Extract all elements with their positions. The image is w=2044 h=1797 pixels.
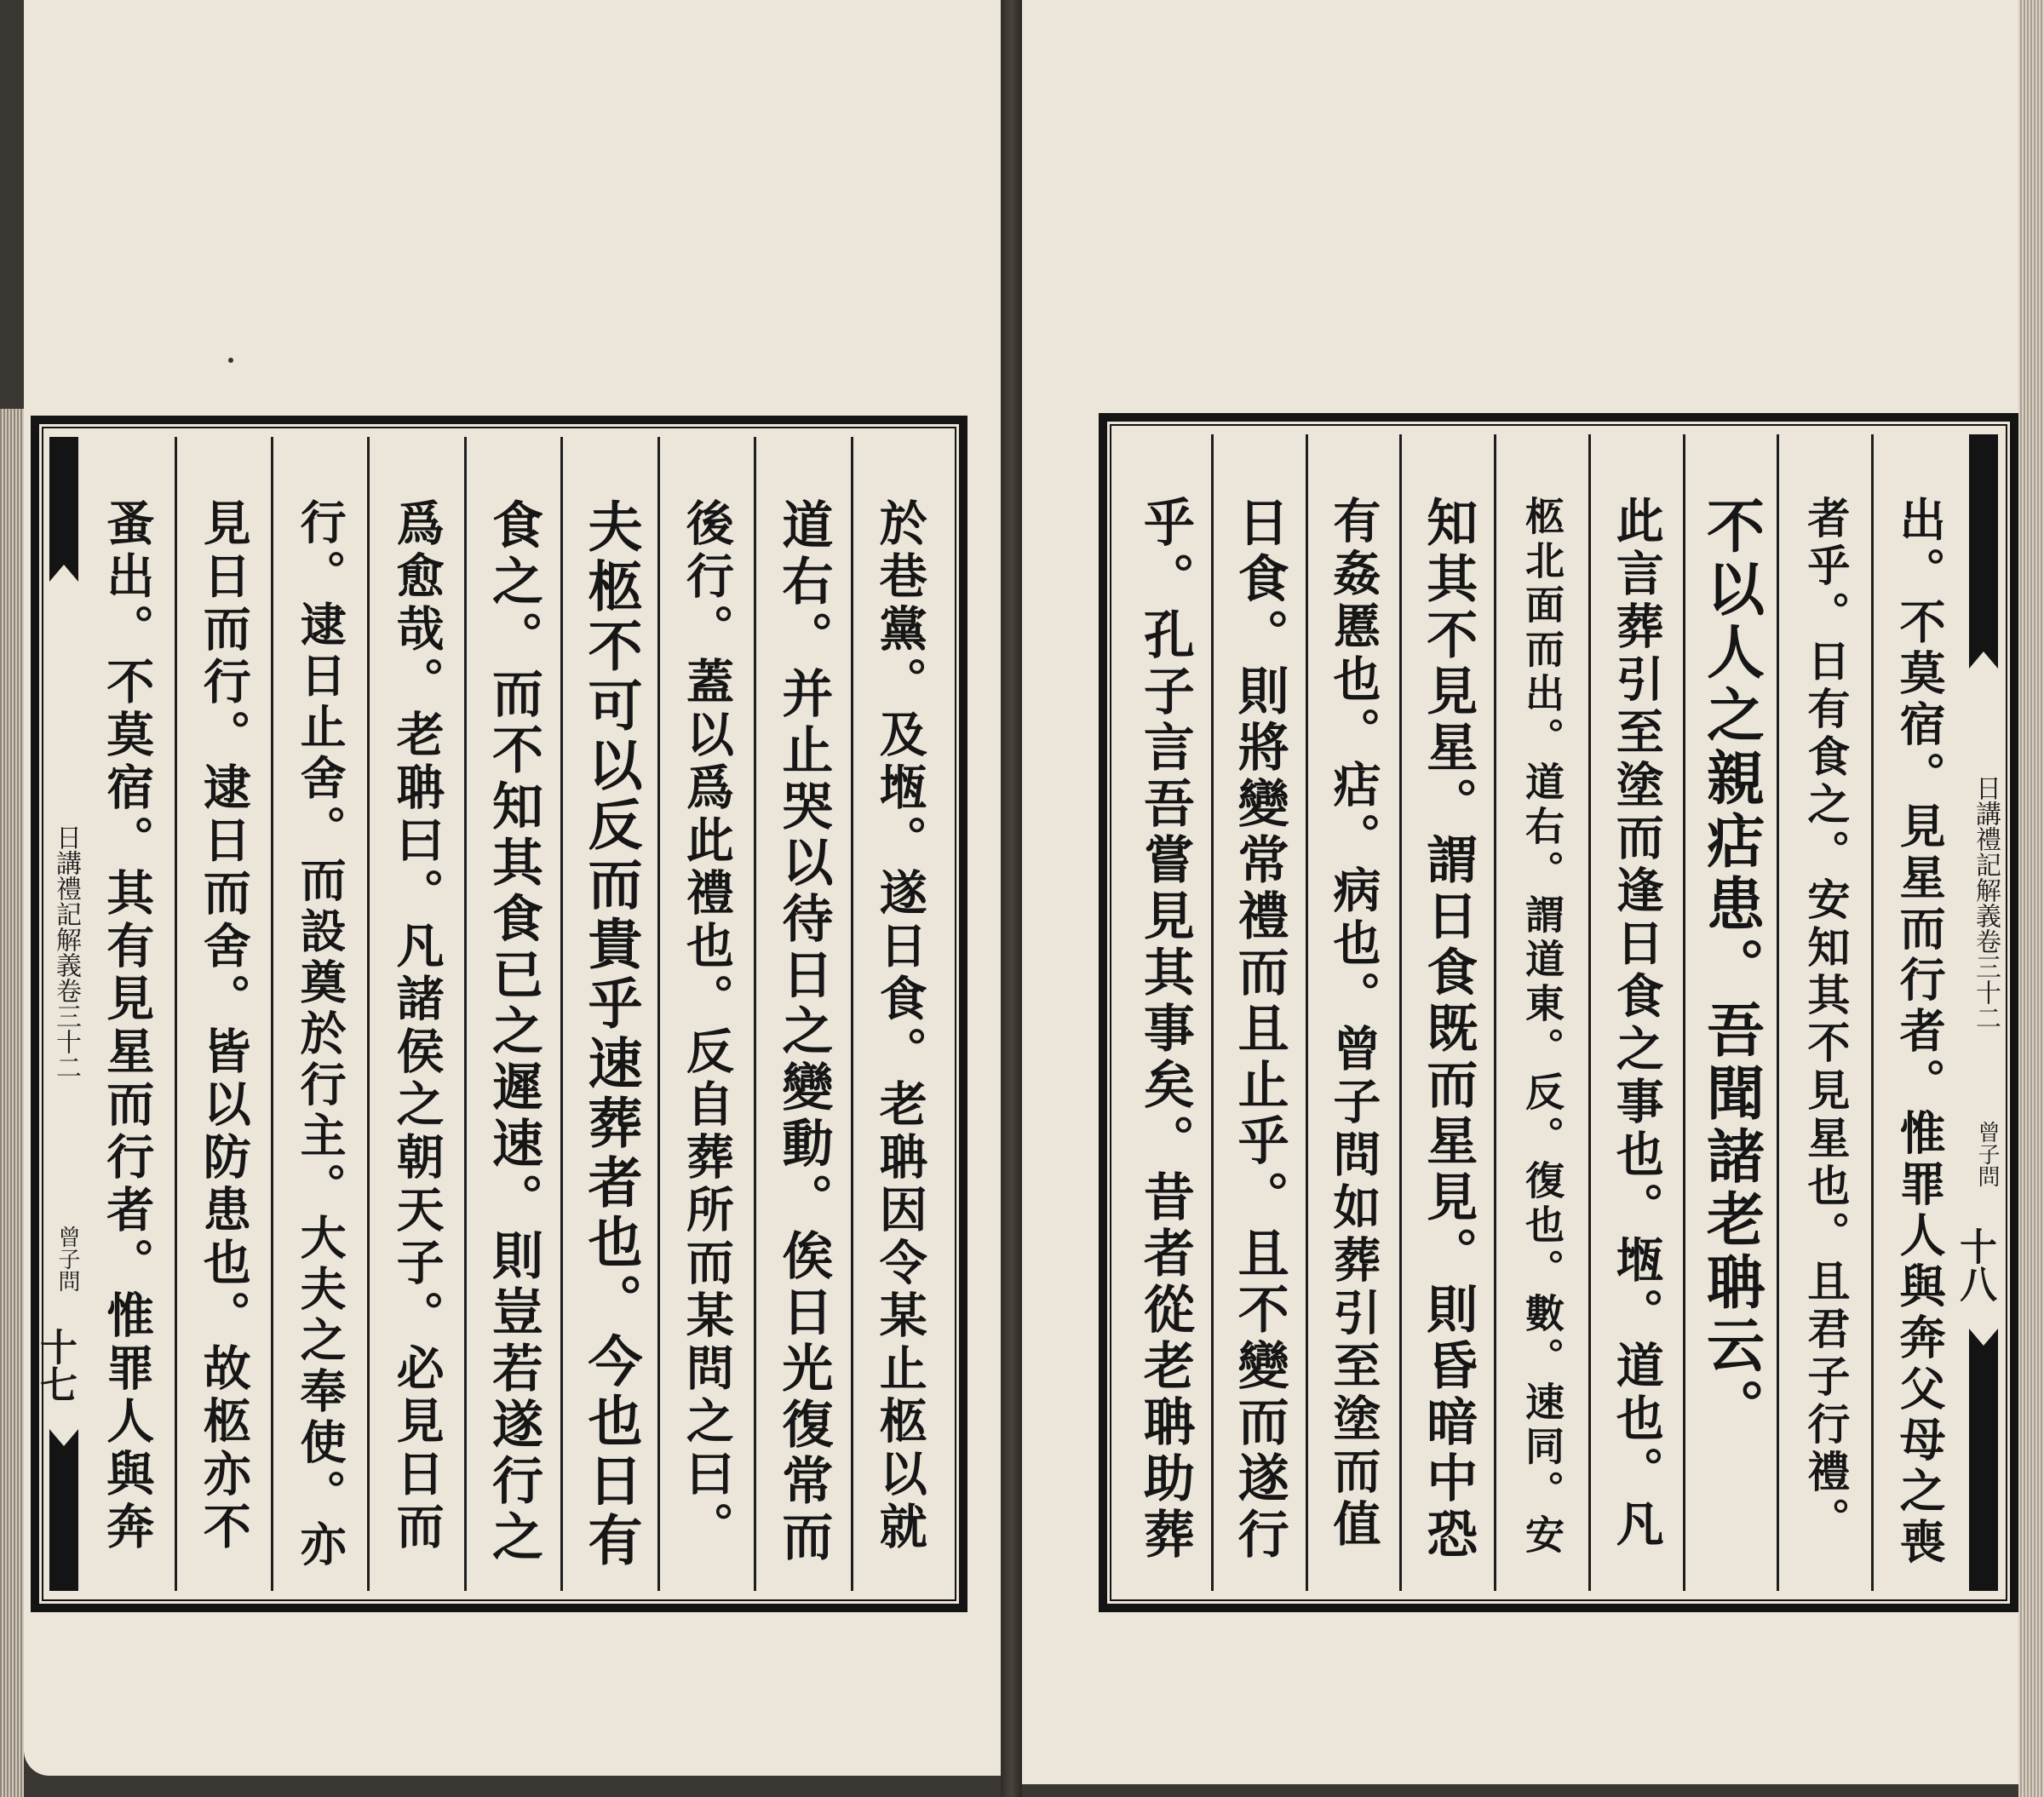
- fishtail-mark-top: [49, 539, 78, 582]
- black-mouth-top: [1969, 434, 1998, 630]
- text-column: [1683, 434, 1777, 1591]
- text-column: [175, 437, 271, 1591]
- text-column: [1399, 434, 1494, 1591]
- banxin-section-title: 曾子問: [55, 1226, 80, 1292]
- right-banxin-margin: [1953, 434, 2001, 1591]
- column-text: 日食。則將變常禮而且止乎。且不變而遂行: [1229, 496, 1289, 1564]
- column-text: 爲愈哉。老聃曰。凡諸侯之朝天子。必見日而: [388, 498, 445, 1554]
- column-text: 知其不見星。謂日食既而星見。則昏暗中恐: [1418, 496, 1478, 1564]
- right-page: [1022, 0, 2018, 1784]
- column-text: 者乎。日有食之。安知其不見星也。且君子行禮。: [1800, 496, 1852, 1545]
- left-banxin-margin: [33, 437, 81, 1591]
- column-text: 蚤出。不莫宿。其有見星而行者。惟罪人與奔: [99, 498, 156, 1554]
- text-column: [1588, 434, 1683, 1591]
- left-text-columns: [80, 437, 947, 1591]
- text-column: [560, 437, 657, 1591]
- column-text: 行。逮日止舍。而設奠於行主。大夫之奉使。亦: [293, 498, 348, 1571]
- text-column: [754, 437, 850, 1591]
- banxin-section-title: 曾子問: [1974, 1121, 2000, 1187]
- column-text: 於巷黨。及堩。遂日食。老聃因令某止柩以就: [871, 498, 928, 1554]
- text-column: [271, 437, 367, 1591]
- banxin-book-title: 日講禮記解義卷三十二: [1971, 775, 2001, 1031]
- text-column: [80, 437, 174, 1591]
- page-edges-right: [2018, 0, 2044, 1797]
- banxin-page-number: 十七: [33, 1328, 77, 1403]
- text-column: [1306, 434, 1400, 1591]
- black-mouth-top: [49, 437, 78, 548]
- column-text: 柩北面而出。道右。謂道東。反。復也。數。速同。安: [1519, 496, 1565, 1559]
- ink-speck: [228, 358, 233, 363]
- book-spine-gutter: [1001, 0, 1022, 1797]
- text-column: [464, 437, 560, 1591]
- left-page: [24, 0, 1001, 1776]
- column-text: 夫柩不可以反而貴乎速葬者也。今也日有: [578, 498, 643, 1571]
- right-text-columns: [1119, 434, 1966, 1591]
- black-mouth-bottom: [49, 1472, 78, 1591]
- fishtail-mark-bottom: [49, 1429, 78, 1472]
- column-text: 後行。蓋以爲此禮也。反自葬所而某問之曰。: [678, 498, 735, 1554]
- column-text: 道右。并止哭以待日之變動。俟日光復常而: [773, 498, 834, 1566]
- column-text: 乎。孔子言吾嘗見其事矣。昔者從老聃助葬: [1134, 496, 1195, 1564]
- fishtail-mark-top: [1969, 626, 1998, 669]
- text-column: [1777, 434, 1871, 1591]
- text-column: [1494, 434, 1588, 1591]
- banxin-book-title: 日講禮記解義卷三十二: [51, 824, 81, 1080]
- column-text: 見日而行。逮日而舍。皆以防患也。故柩亦不: [195, 498, 252, 1554]
- text-column: [1119, 434, 1211, 1591]
- right-text-frame: [1099, 413, 2018, 1612]
- column-text: 有姦慝也。痁。病也。曾子問如葬引至塗而值: [1325, 496, 1382, 1552]
- page-edges-left: [0, 409, 24, 1797]
- column-text: 此言葬引至塗而逢日食之事也。堩。道也。凡: [1608, 496, 1665, 1552]
- column-text: 不以人之親痁患。吾聞諸老聃云。: [1697, 496, 1766, 1441]
- black-mouth-bottom: [1969, 1371, 1998, 1591]
- text-column: [367, 437, 463, 1591]
- fishtail-mark-bottom: [1969, 1329, 1998, 1371]
- text-column: [1871, 434, 1966, 1591]
- left-text-frame: [31, 416, 967, 1612]
- text-column: [1211, 434, 1306, 1591]
- text-column: [657, 437, 754, 1591]
- banxin-page-number: 十八: [1953, 1227, 1996, 1302]
- column-text: 出。不莫宿。見星而行者。惟罪人與奔父母之喪: [1892, 496, 1948, 1569]
- text-column: [851, 437, 947, 1591]
- column-text: 食之。而不知其食已之遲速。則豈若遂行之: [484, 498, 544, 1566]
